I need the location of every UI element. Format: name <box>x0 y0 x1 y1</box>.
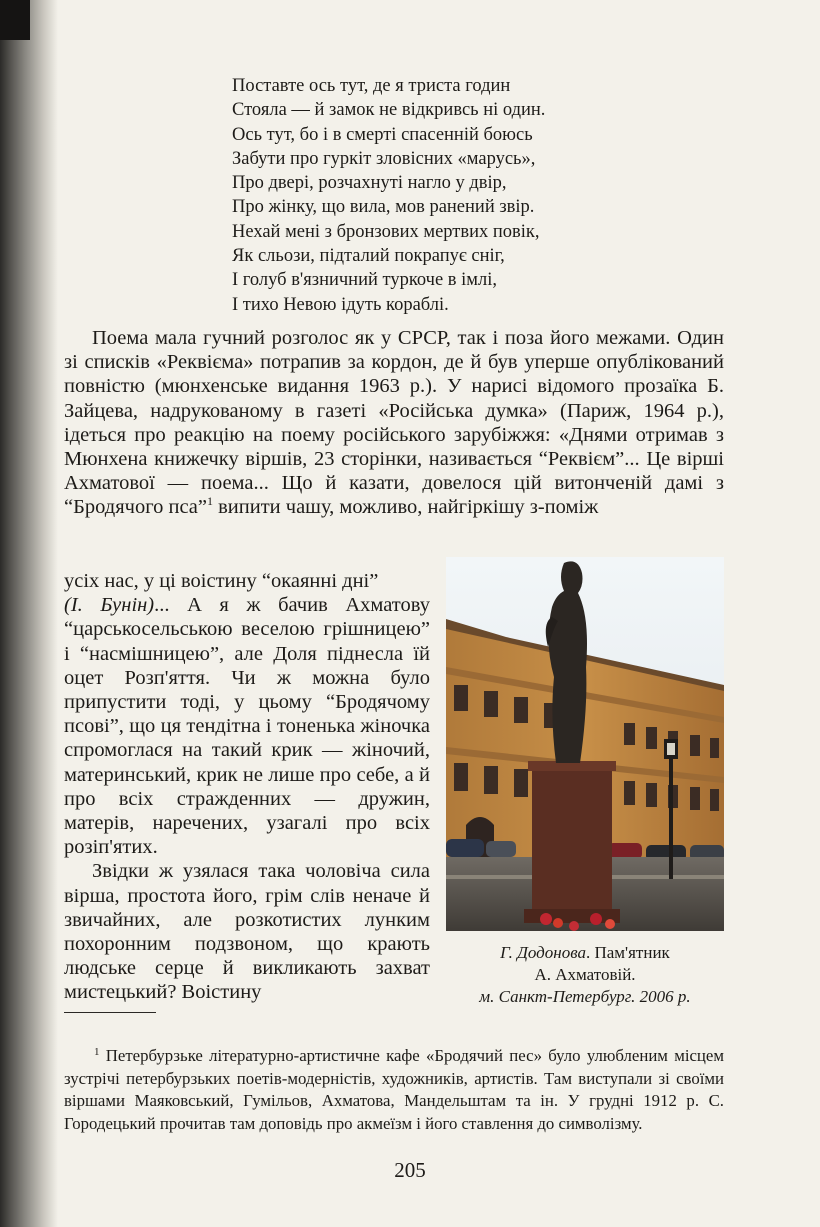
caption-author: Г. Додонова <box>500 943 586 962</box>
paragraph-power-of-verse: Звідки ж узялася така чоловіча сила вірша, простота його, грім слів неначе й звичайних, але розкотистих лунким похоронним подзвоном, що крають людське серце й викликають захват мистецький? Воістину <box>64 860 430 1004</box>
paragraph-text: випити чашу, можливо, найгіркішу з-поміж <box>213 496 599 519</box>
paragraph-continuation <box>64 593 430 859</box>
poem-line: Як сльози, підталий покрапує сніг, <box>232 246 505 267</box>
monument-photo-image <box>446 557 724 931</box>
body-text-beside-photo <box>64 569 430 1005</box>
caption-place-date: м. Санкт-Петербург. 2006 р. <box>479 987 691 1006</box>
poem-line: Забути про гуркіт зловісних «марусь», <box>232 148 536 169</box>
poem-excerpt <box>232 74 652 317</box>
paragraph-text: ... А я ж бачив Ахматову “царськосельською веселою грішницею” і “насмішницею”, але Доля піднесла їй оцет Розп'яття. Чи ж можна було припустити тоді, у цьому “Бродячому псові”, що ця тендітна і тоненька жіночка спромоглася на такий крик — жіночий, материнський, крик не лише про себе, а й про всіх стражденних — дружин, матерів, наречених, узагалі про всіх розіп'ятих. <box>64 594 430 859</box>
poem-line: Про жінку, що вила, мов ранений звір. <box>232 197 535 218</box>
poem-line: І тихо Невою ідуть кораблі. <box>232 294 449 315</box>
footnote <box>64 1041 724 1136</box>
caption-line-1 <box>446 942 724 964</box>
footnote-number: 1 <box>94 1045 100 1058</box>
caption-line-2: А. Ахматовій. <box>534 965 636 984</box>
poem-line: І голуб в'язничний туркоче в імлі, <box>232 270 498 291</box>
photo-caption <box>446 942 724 1008</box>
paragraph-continuation-line: усіх нас, у ці воістину “окаянні дні” <box>64 570 379 592</box>
poem-line: Нехай мені з бронзових мертвих повік, <box>232 221 540 242</box>
paragraph-reception <box>64 326 724 520</box>
book-spine-shadow <box>0 0 58 1227</box>
caption-line-3 <box>446 986 724 1008</box>
poem-line: Поставте ось тут, де я триста годин <box>232 76 511 96</box>
poem-line: Про двері, розчахнуті нагло у двір, <box>232 173 507 194</box>
body-text-full-width <box>64 326 724 520</box>
footnote-reference: 1 <box>207 494 213 509</box>
paragraph-text: Поема мала гучний розголос як у СРСР, так і поза його межами. Один зі списків «Реквієма» потрапив за кордон, де й був уперше опублікований повністю (мюнхенське видання 1963 р.). У нарисі відомого прозаїка Б. Зайцева, надрукованому в газеті «Російська думка» (Париж, 1964 р.), ідеться про реакцію на поему російського зарубіжжя: «Днями отримав з Мюнхена книжечку віршів, 23 сторінки, називається “Реквієм”... Це вірші Ахматової — поема... Що й казати, довелося цій витонченій дамі з “Бродячого пса” <box>64 327 724 519</box>
monument-photo <box>446 557 724 931</box>
poem-line: Ось тут, бо і в смерті спасенній боюсь <box>232 124 533 145</box>
footnote-separator <box>64 1012 156 1013</box>
footnote-text: Петербурзьке літературно-артистичне кафе «Бродячий пес» було улюбленим місцем зустрічі петербурзьких поетів-модерністів, художників, артистів. Там виступали зі своїми віршами Маяковський, Гумільов, Ахматова, Мандельштам та ін. У грудні 1912 р. С. Городецький прочитав там доповідь про акмеїзм і його ставлення до символізму. <box>64 1045 724 1134</box>
page-number: 205 <box>394 1158 426 1182</box>
poem-line: Стояла — й замок не відкривсь ні один. <box>232 100 546 121</box>
author-citation: (І. Бунін) <box>64 594 155 617</box>
scan-corner <box>0 0 30 40</box>
caption-title: . Пам'ятник <box>585 943 670 962</box>
